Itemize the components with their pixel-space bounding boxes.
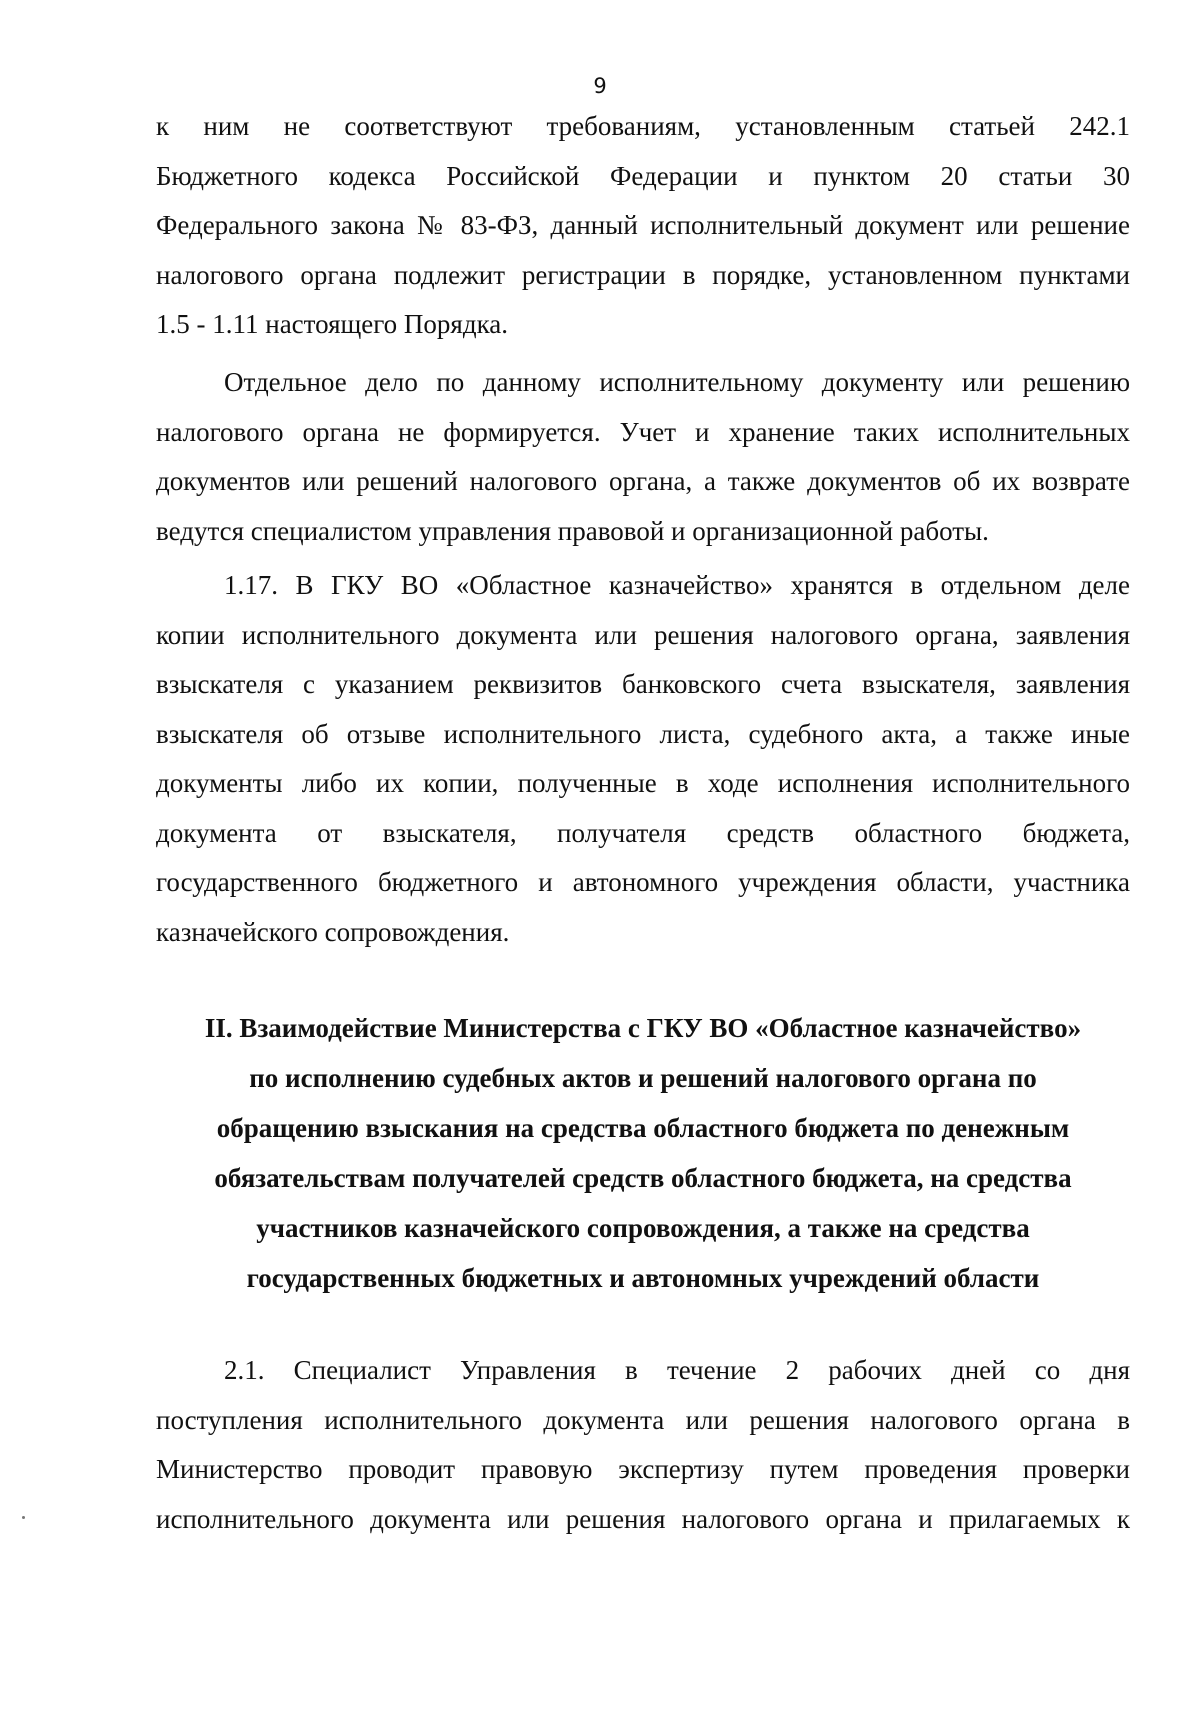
- text-line: Министерство проводит правовую экспертизу путем проведения проверки: [156, 1454, 1130, 1484]
- heading-line: обязательствам получателей средств областного бюджета, на средства: [214, 1163, 1072, 1193]
- text-line: казначейского сопровождения.: [156, 916, 510, 947]
- heading-line: участников казначейского сопровождения, а также на средства: [256, 1213, 1030, 1243]
- text-line: ведутся специалистом управления правовой и организационной работы.: [156, 515, 989, 546]
- heading-line: обращению взыскания на средства областного бюджета по денежным: [216, 1113, 1070, 1143]
- text-line: 1.17. В ГКУ ВО «Областное казначейство» хранятся в отдельном деле: [224, 570, 1130, 600]
- text-line: документы либо их копии, полученные в ходе исполнения исполнительного: [156, 768, 1130, 798]
- paragraph-2-1: [156, 1346, 1130, 1544]
- text-line: поступления исполнительного документа или решения налогового органа в: [156, 1404, 1130, 1435]
- text-line: налогового органа не формируется. Учет и хранение таких исполнительных: [156, 416, 1130, 447]
- text-line: документов или решений налогового органа, а также документов об их возврате: [156, 466, 1130, 496]
- heading-line: государственных бюджетных и автономных учреждений области: [246, 1263, 1040, 1293]
- text-line: Федерального закона № 83-ФЗ, данный исполнительный документ или решение: [156, 210, 1130, 240]
- text-line: взыскателя с указанием реквизитов банковского счета взыскателя, заявления: [156, 669, 1130, 699]
- scan-speck: [22, 1516, 25, 1519]
- text-line: Бюджетного кодекса Российской Федерации и пунктом 20 статьи 30: [156, 160, 1130, 191]
- text-line: налогового органа подлежит регистрации в порядке, установленном пунктами: [156, 259, 1130, 290]
- text-line: государственного бюджетного и автономного учреждения области, участника: [156, 867, 1130, 897]
- text-line: исполнительного документа или решения налогового органа и прилагаемых к: [156, 1503, 1130, 1534]
- paragraph-1-17: [156, 561, 1130, 957]
- text-line: к ним не соответствуют требованиям, установленным статьей 242.1: [156, 111, 1130, 141]
- paragraph-separate-file: [156, 358, 1130, 556]
- heading-line: II. Взаимодействие Министерства с ГКУ ВО «Областное казначейство»: [204, 1013, 1082, 1043]
- paragraph-continuation: [156, 102, 1130, 350]
- section-heading: [156, 1003, 1130, 1303]
- heading-line: по исполнению судебных актов и решений налогового органа по: [249, 1063, 1037, 1093]
- text-line: взыскателя об отзыве исполнительного листа, судебного акта, а также иные: [156, 718, 1130, 749]
- text-line: 1.5 - 1.11 настоящего Порядка.: [156, 309, 509, 339]
- text-line: копии исполнительного документа или решения налогового органа, заявления: [156, 619, 1130, 650]
- page-number: 9: [593, 74, 607, 98]
- text-line: Отдельное дело по данному исполнительному документу или решению: [224, 367, 1130, 397]
- text-line: документа от взыскателя, получателя средств областного бюджета,: [156, 817, 1130, 848]
- text-line: 2.1. Специалист Управления в течение 2 рабочих дней со дня: [224, 1355, 1130, 1385]
